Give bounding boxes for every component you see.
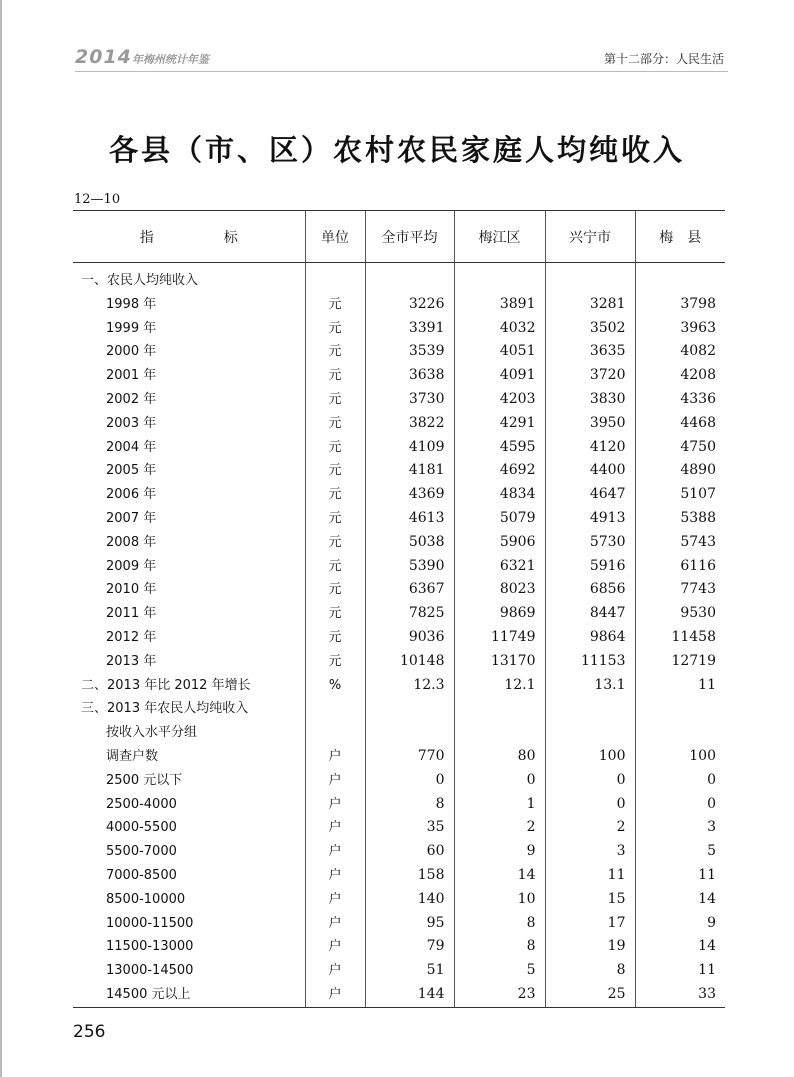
table-row [73,602,725,626]
cell-value: 4647 [545,483,635,507]
table-row [73,650,725,674]
cell-value: 11 [635,674,725,698]
row-unit: 户 [305,888,365,912]
page-number: 256 [73,1022,106,1042]
cell-value: 11 [635,864,725,888]
table-row [73,888,725,912]
cell-value: 15 [545,888,635,912]
row-unit: 元 [305,436,365,460]
income-table [73,210,725,1008]
cell-value: 4913 [545,507,635,531]
row-label: 13000-14500 [106,963,194,979]
table-row [73,626,725,650]
cell-value: 1 [454,793,545,817]
cell-value: 3281 [545,293,635,317]
row-label: 5500-7000 [106,844,177,860]
table-row [73,816,725,840]
cell-value: 5730 [545,531,635,555]
row-label: 1999 年 [106,320,157,336]
row-unit [305,721,365,745]
cell-value: 13170 [454,650,545,674]
cell-value: 6367 [365,578,454,602]
table-row [73,578,725,602]
cell-value: 2 [545,816,635,840]
cell-value: 3720 [545,364,635,388]
table-row [73,531,725,555]
cell-value [454,269,545,293]
table-row [73,269,725,293]
row-unit: 户 [305,745,365,769]
row-label: 14500 元以上 [73,983,305,1007]
cell-value: 60 [365,840,454,864]
cell-value: 8 [454,912,545,936]
table-row [73,340,725,364]
cell-value: 3830 [545,388,635,412]
table-row [73,697,725,721]
table-row [73,388,725,412]
cell-value: 4051 [454,340,545,364]
cell-value: 80 [454,745,545,769]
row-unit: 元 [305,388,365,412]
cell-value: 4181 [365,459,454,483]
row-label: 2011 年 [106,606,157,622]
cell-value [545,697,635,721]
table-row [73,507,725,531]
cell-value: 25 [545,983,635,1007]
row-label: 2002 年 [106,391,157,407]
cell-value: 4400 [545,459,635,483]
cell-value: 4109 [365,436,454,460]
cell-value: 3950 [545,412,635,436]
table-row [73,959,725,983]
col-unit: 单位 [305,211,365,263]
row-label: 2500-4000 [106,796,177,812]
row-unit: 元 [305,531,365,555]
row-label: 2000 年 [106,344,157,360]
col-city-average: 全市平均 [365,211,454,263]
cell-value: 9869 [454,602,545,626]
col-xingning: 兴宁市 [545,211,635,263]
col-indicator: 指 标 [73,211,305,263]
cell-value: 4692 [454,459,545,483]
table-row [73,745,725,769]
cell-value: 8 [365,793,454,817]
cell-value: 12719 [635,650,725,674]
cell-value: 3963 [635,317,725,341]
cell-value: 79 [365,935,454,959]
cell-value: 3 [635,816,725,840]
row-unit: 元 [305,650,365,674]
row-unit: 元 [305,507,365,531]
cell-value: 11458 [635,626,725,650]
cell-value [635,269,725,293]
cell-value: 3798 [635,293,725,317]
row-unit: 户 [305,793,365,817]
cell-value: 0 [365,769,454,793]
cell-value: 4595 [454,436,545,460]
row-label: 2500 元以下 [106,772,183,788]
table-row [73,317,725,341]
col-meixian: 梅 县 [635,211,725,263]
cell-value [635,697,725,721]
row-label: 1998 年 [106,296,157,312]
cell-value: 23 [454,983,545,1007]
cell-value: 4336 [635,388,725,412]
row-label: 4000-5500 [106,820,177,836]
cell-value: 4120 [545,436,635,460]
cell-value: 9036 [365,626,454,650]
cell-value: 6116 [635,555,725,579]
row-label: 8500-10000 [106,891,186,907]
cell-value: 5 [454,959,545,983]
row-label: 一、农民人均纯收入 [81,273,199,288]
cell-value: 144 [365,983,454,1007]
table-header [73,211,725,263]
table-row [73,674,725,698]
cell-value: 13.1 [545,674,635,698]
table-row [73,436,725,460]
row-unit: 元 [305,626,365,650]
cell-value: 4291 [454,412,545,436]
cell-value: 4369 [365,483,454,507]
table-row [73,293,725,317]
cell-value: 0 [635,793,725,817]
cell-value: 95 [365,912,454,936]
row-label: 2004 年 [106,439,157,455]
row-unit: 户 [305,769,365,793]
cell-value: 10 [454,888,545,912]
cell-value [454,721,545,745]
table-row [73,769,725,793]
row-unit: 元 [305,555,365,579]
cell-value: 3502 [545,317,635,341]
row-label: 2006 年 [106,487,157,503]
cell-value: 12.1 [454,674,545,698]
cell-value: 4032 [454,317,545,341]
table-row [73,459,725,483]
row-label: 2009 年 [106,558,157,574]
cell-value: 3638 [365,364,454,388]
section-title: 第十二部分：人民生活 [603,52,724,66]
row-unit: 元 [305,483,365,507]
row-label: 2010 年 [106,582,157,598]
table-row [73,412,725,436]
cell-value: 770 [365,745,454,769]
table-row [73,983,725,1007]
table-row [73,793,725,817]
row-label: 2007 年 [106,510,157,526]
col-meijiang: 梅江区 [454,211,545,263]
row-label: 2001 年 [106,368,157,384]
cell-value: 8023 [454,578,545,602]
row-unit: 户 [305,912,365,936]
cell-value: 51 [365,959,454,983]
cell-value: 12.3 [365,674,454,698]
yearbook-logo: 2014年梅州统计年鉴 [75,46,209,68]
row-unit: 户 [305,935,365,959]
row-unit: % [305,674,365,698]
row-unit [305,269,365,293]
cell-value: 10148 [365,650,454,674]
row-label: 2013 年 [106,653,157,669]
cell-value: 5388 [635,507,725,531]
cell-value: 0 [545,769,635,793]
row-unit: 户 [305,983,365,1007]
cell-value [635,721,725,745]
table-row [73,555,725,579]
cell-value [545,269,635,293]
cell-value: 158 [365,864,454,888]
cell-value: 11749 [454,626,545,650]
row-label: 按收入水平分组 [106,725,198,741]
row-label: 2005 年 [106,463,157,479]
cell-value: 6321 [454,555,545,579]
cell-value: 140 [365,888,454,912]
cell-value: 7743 [635,578,725,602]
table-row [73,864,725,888]
row-label: 2012 年 [106,629,157,645]
cell-value [365,721,454,745]
row-label: 三、2013 年农民人均纯收入 [81,701,249,717]
cell-value: 5038 [365,531,454,555]
row-unit: 元 [305,293,365,317]
cell-value: 4750 [635,436,725,460]
cell-value: 3539 [365,340,454,364]
table-row [73,935,725,959]
cell-value: 19 [545,935,635,959]
table-row [73,840,725,864]
cell-value [454,697,545,721]
table-row [73,483,725,507]
cell-value: 3730 [365,388,454,412]
row-unit: 元 [305,459,365,483]
cell-value: 5906 [454,531,545,555]
cell-value [365,697,454,721]
row-unit: 元 [305,340,365,364]
cell-value: 0 [454,769,545,793]
table-row [73,364,725,388]
table-row [73,912,725,936]
row-unit [305,697,365,721]
row-label: 2008 年 [106,534,157,550]
cell-value: 0 [635,769,725,793]
cell-value: 35 [365,816,454,840]
row-unit: 元 [305,578,365,602]
cell-value: 4203 [454,388,545,412]
cell-value: 100 [545,745,635,769]
cell-value: 4082 [635,340,725,364]
cell-value: 14 [635,888,725,912]
cell-value: 5743 [635,531,725,555]
table-code: 12—10 [74,192,121,207]
cell-value: 5079 [454,507,545,531]
cell-value: 17 [545,912,635,936]
cell-value: 3391 [365,317,454,341]
row-unit: 元 [305,412,365,436]
cell-value: 11 [545,864,635,888]
row-unit: 户 [305,840,365,864]
cell-value: 6856 [545,578,635,602]
cell-value: 9 [635,912,725,936]
cell-value [545,721,635,745]
header-divider [75,71,728,72]
cell-value: 2 [454,816,545,840]
cell-value: 5107 [635,483,725,507]
cell-value: 3822 [365,412,454,436]
cell-value: 9 [454,840,545,864]
table-row [73,721,725,745]
cell-value: 4208 [635,364,725,388]
page-title: 各县（市、区）农村农民家庭人均纯收入 [108,133,685,167]
cell-value: 11153 [545,650,635,674]
cell-value: 0 [545,793,635,817]
row-unit: 元 [305,364,365,388]
row-label: 二、2013 年比 2012 年增长 [81,677,251,693]
cell-value: 4890 [635,459,725,483]
row-label: 7000-8500 [106,867,177,883]
cell-value: 5 [635,840,725,864]
row-unit: 元 [305,317,365,341]
cell-value: 8 [454,935,545,959]
row-label: 11500-13000 [106,939,194,955]
cell-value: 14 [454,864,545,888]
cell-value: 11 [635,959,725,983]
cell-value: 100 [635,745,725,769]
row-unit: 元 [305,602,365,626]
cell-value: 5390 [365,555,454,579]
row-label: 10000-11500 [106,915,194,931]
cell-value: 4613 [365,507,454,531]
cell-value: 9864 [545,626,635,650]
cell-value: 8 [545,959,635,983]
cell-value: 3635 [545,340,635,364]
cell-value: 4091 [454,364,545,388]
cell-value: 5916 [545,555,635,579]
row-unit: 户 [305,816,365,840]
cell-value: 3891 [454,293,545,317]
cell-value: 4468 [635,412,725,436]
cell-value: 14 [635,935,725,959]
cell-value: 33 [635,983,725,1007]
cell-value: 3 [545,840,635,864]
cell-value: 9530 [635,602,725,626]
row-unit: 户 [305,864,365,888]
cell-value: 4834 [454,483,545,507]
cell-value: 8447 [545,602,635,626]
cell-value [365,269,454,293]
row-label: 2003 年 [106,415,157,431]
row-label: 调查户数 [106,748,159,764]
cell-value: 7825 [365,602,454,626]
cell-value: 3226 [365,293,454,317]
row-unit: 户 [305,959,365,983]
